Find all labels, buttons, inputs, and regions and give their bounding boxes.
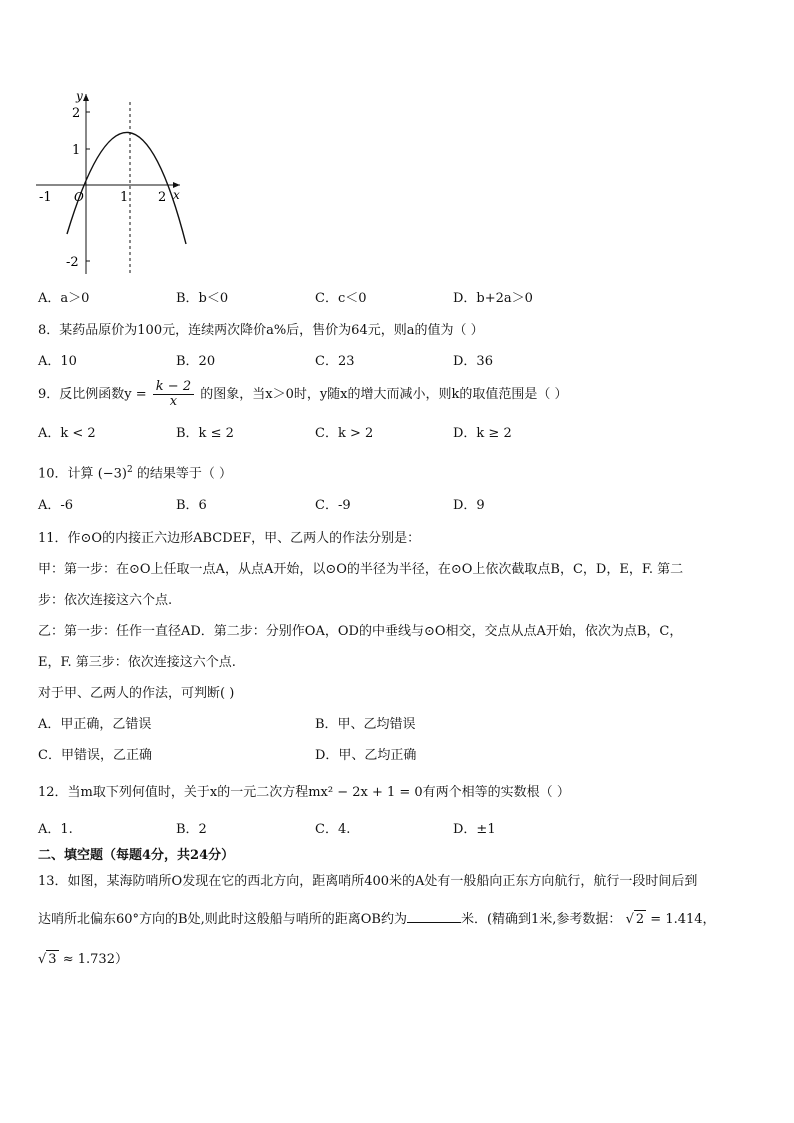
q7-option-c[interactable]: C．c＜0 xyxy=(315,291,367,306)
q13-stem-line2 xyxy=(38,910,716,929)
q7-options xyxy=(38,290,758,308)
q9-option-b[interactable]: B．k ≤ 2 xyxy=(176,426,234,441)
y-tick-label-1: 1 xyxy=(72,143,81,158)
q10-option-c[interactable]: C．-9 xyxy=(315,498,351,513)
q11-stem-line5: E，F. 第三步：依次连接这六个点. xyxy=(38,655,236,670)
q11-option-a[interactable]: A．甲正确，乙错误 xyxy=(38,717,152,732)
q13-stem-line3 xyxy=(38,950,128,969)
q12-options xyxy=(38,821,758,839)
x-tick-label-neg1: -1 xyxy=(39,190,52,205)
q9-options xyxy=(38,425,758,443)
origin-label: O xyxy=(74,190,84,204)
q13-stem-line1: 13．如图，某海防哨所O发现在它的西北方向，距离哨所400米的A处有一般船向正东方向航行，航行一段时间后到 xyxy=(38,874,698,889)
q10-options xyxy=(38,497,758,515)
q9-denominator: x xyxy=(169,394,178,409)
q9-suffix: 的图象，当x＞0时，y随x的增大而减小，则k的取值范围是（ ） xyxy=(200,387,568,402)
q13-answer-blank[interactable] xyxy=(407,910,461,923)
q11-options-row1 xyxy=(38,716,758,734)
q8-option-b[interactable]: B．20 xyxy=(176,354,216,369)
q12-stem: 12．当m取下列何值时，关于x的一元二次方程mx² − 2x + 1 = 0有两个相等的实数根（ ） xyxy=(38,785,570,800)
q9-prefix: 9．反比例函数y = xyxy=(38,387,147,402)
q8-option-a[interactable]: A．10 xyxy=(38,354,77,369)
section-heading-fill-in: 二、填空题（每题4分，共24分） xyxy=(38,848,235,863)
q10-stem xyxy=(38,461,232,483)
q12-option-d[interactable]: D．±1 xyxy=(453,822,496,837)
q10-exponent: 2 xyxy=(127,465,133,475)
q10-option-d[interactable]: D．9 xyxy=(453,498,485,513)
y-axis-label: y xyxy=(76,89,83,103)
sqrt2-expression: √ 2 xyxy=(625,912,645,927)
q12-option-b[interactable]: B．2 xyxy=(176,822,207,837)
q7-option-b[interactable]: B．b＜0 xyxy=(176,291,229,306)
sqrt2-radicand: 2 xyxy=(635,912,645,927)
q13-line2-part2: 米．(精确到1米,参考数据： xyxy=(460,912,622,927)
q9-option-c[interactable]: C．k > 2 xyxy=(315,426,374,441)
sqrt3-radicand: 3 xyxy=(48,952,57,967)
q8-options xyxy=(38,353,758,371)
q7-option-d[interactable]: D．b+2a＞0 xyxy=(453,291,533,306)
q10-expression: (−3) xyxy=(97,466,127,482)
q11-stem-line6: 对于甲、乙两人的作法，可判断( ) xyxy=(38,686,235,701)
q12-option-a[interactable]: A．1. xyxy=(38,822,73,837)
q9-fraction xyxy=(153,380,194,409)
sqrt3-expression: √ 3 xyxy=(38,952,57,967)
q11-option-c[interactable]: C．甲错误，乙正确 xyxy=(38,748,152,763)
q11-option-b[interactable]: B．甲、乙均错误 xyxy=(315,717,416,732)
q7-option-a[interactable]: A．a＞0 xyxy=(38,291,90,306)
q9-option-d[interactable]: D．k ≥ 2 xyxy=(453,426,512,441)
sqrt3-value: ≈ 1.732） xyxy=(62,952,128,967)
q10-option-a[interactable]: A．-6 xyxy=(38,498,74,513)
q9-stem xyxy=(38,380,568,410)
parabola-curve xyxy=(67,132,186,244)
q11-stem-line3: 步：依次连接这六个点. xyxy=(38,593,173,608)
q9-option-a[interactable]: A．k < 2 xyxy=(38,426,96,441)
q8-stem: 8．某药品原价为100元，连续两次降价a%后，售价为64元，则a的值为（ ） xyxy=(38,323,484,338)
x-tick-label-1: 1 xyxy=(120,190,129,205)
x-axis-label: x xyxy=(173,188,180,202)
q11-stem-line2: 甲：第一步：在⊙O上任取一点A，从点A开始，以⊙O的半径为半径，在⊙O上依次截取点B，C，D，E，F. 第二 xyxy=(38,562,684,577)
q11-option-d[interactable]: D．甲、乙均正确 xyxy=(315,748,417,763)
q8-option-d[interactable]: D．36 xyxy=(453,354,493,369)
parabola-graph xyxy=(30,88,200,278)
q11-stem-line4: 乙：第一步：任作一直径AD．第二步：分别作OA，OD的中垂线与⊙O相交，交点从点A开始，依次为点B，C， xyxy=(38,624,683,639)
q8-option-c[interactable]: C．23 xyxy=(315,354,355,369)
q12-option-c[interactable]: C．4. xyxy=(315,822,351,837)
q13-line2-part1: 达哨所北偏东60°方向的B处,则此时这般船与哨所的距离OB约为 xyxy=(38,912,407,927)
q10-option-b[interactable]: B．6 xyxy=(176,498,207,513)
x-tick-label-2: 2 xyxy=(158,190,167,205)
q10-suffix: 的结果等于（ ） xyxy=(136,466,233,482)
q11-options-row2 xyxy=(38,747,758,765)
q10-prefix: 10．计算 xyxy=(38,466,94,482)
y-tick-label-neg2: -2 xyxy=(66,255,79,270)
y-tick-label-2: 2 xyxy=(72,106,81,121)
sqrt2-value: = 1.414， xyxy=(650,912,716,927)
q11-stem-line1: 11．作⊙O的内接正六边形ABCDEF，甲、乙两人的作法分别是： xyxy=(38,531,421,546)
q9-numerator: k − 2 xyxy=(153,380,194,395)
y-axis-arrow xyxy=(83,94,89,101)
